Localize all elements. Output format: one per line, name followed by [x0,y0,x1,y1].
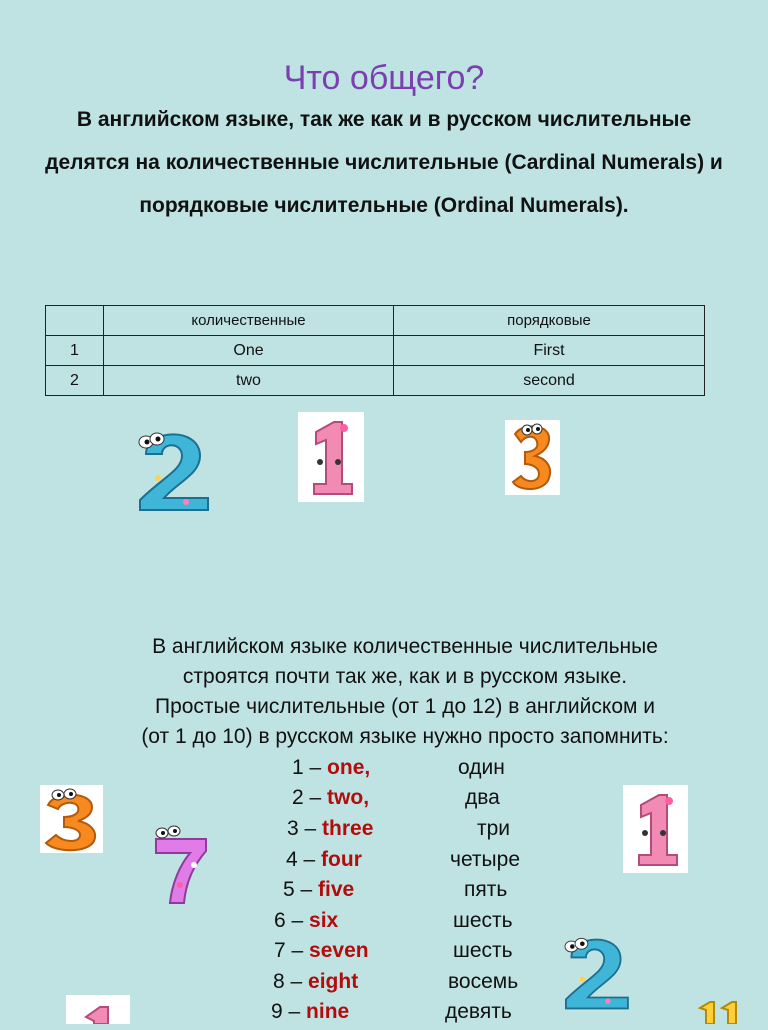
table-cell: second [394,366,705,396]
number-label: 6 – [274,909,304,932]
list-item [292,786,369,816]
table-cell: One [104,336,394,366]
paragraph-line: строятся почти так же, как и в русском языке. [182,665,628,688]
russian-word: три [477,817,511,840]
number-seven-sticker-icon [150,825,212,907]
table-header-row [46,306,705,336]
english-word: one, [327,756,371,779]
english-word: three [322,817,374,840]
table-header-cell: порядковые [394,306,705,336]
russian-word: один [458,756,505,779]
english-word: nine [306,1000,350,1023]
list-item [292,756,370,786]
list-item [271,1000,349,1030]
page-title: Что общего? [283,58,485,97]
table-cell: 1 [46,336,104,366]
numerals-table [45,305,705,396]
english-word: two, [327,786,370,809]
table-cell: First [394,336,705,366]
table-row [46,366,705,396]
paragraph-line: (от 1 до 10) в русском языке нужно просто запомнить: [141,725,669,748]
english-word: six [309,909,339,932]
number-eleven-sticker-icon [694,998,744,1024]
english-word: eight [308,970,359,993]
table-row [46,336,705,366]
list-item [273,970,358,1000]
number-label: 9 – [271,1000,301,1023]
number-one-sticker-icon [298,412,364,502]
rules-paragraph [60,632,750,752]
number-label: 5 – [283,878,313,901]
paragraph-line: Простые числительные (от 1 до 12) в английском и [154,695,655,718]
list-item [287,817,373,847]
russian-word: пять [464,878,508,901]
table-header-cell [46,306,104,336]
list-item [283,878,354,908]
number-three-sticker-icon [505,420,560,495]
table-cell: two [104,366,394,396]
list-item [274,939,369,969]
english-word: seven [309,939,369,962]
paragraph-line: В английском языке количественные числительные [152,635,658,658]
list-item [286,848,362,878]
russian-word: четыре [450,848,520,871]
table-cell: 2 [46,366,104,396]
number-two-sticker-icon [128,424,218,516]
russian-word: девять [445,1000,512,1023]
russian-word: два [465,786,500,809]
russian-word: восемь [448,970,519,993]
russian-word: шесть [453,939,513,962]
number-label: 4 – [286,848,316,871]
english-word: five [318,878,355,901]
number-three-sticker-icon [40,785,103,853]
number-label: 7 – [274,939,304,962]
number-label: 8 – [273,970,303,993]
number-label: 1 – [292,756,322,779]
number-one-sticker-icon [66,995,130,1024]
intro-text: В английском языке, так же как и в русском числительные делятся на количественные числительные (Cardinal Numerals) и порядковые числительные (Ordinal Numerals). [45,108,723,217]
number-label: 3 – [287,817,317,840]
russian-word: шесть [453,909,513,932]
list-item [274,909,338,939]
number-label: 2 – [292,786,322,809]
number-one-sticker-icon [623,785,688,873]
number-two-sticker-icon [555,930,637,1014]
english-word: four [321,848,362,871]
table-header-cell: количественные [104,306,394,336]
